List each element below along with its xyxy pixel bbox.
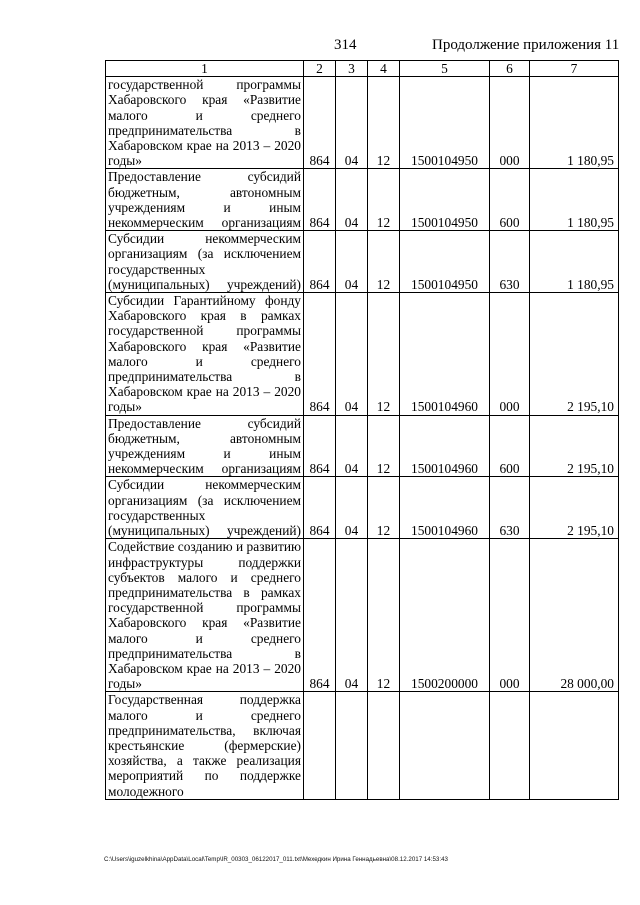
column-numbers-row xyxy=(106,61,619,77)
subsection-code: 12 xyxy=(368,293,400,416)
ministry-code: 864 xyxy=(304,415,336,477)
expense-type-code: 630 xyxy=(490,231,530,293)
amount-value: 1 180,95 xyxy=(530,231,619,293)
table-row xyxy=(106,77,619,169)
row-description: Государственная поддержка малого и среднего предпринимательства, включая крестьянские (фермерские) хозяйства, а также реализация мероприятий по поддержке молодежного xyxy=(106,692,304,799)
column-header: 3 xyxy=(336,61,368,77)
target-article-code: 1500104960 xyxy=(400,415,490,477)
table-row xyxy=(106,539,619,692)
target-article-code: 1500200000 xyxy=(400,539,490,692)
section-code: 04 xyxy=(336,415,368,477)
expense-type-code xyxy=(490,692,530,799)
section-code: 04 xyxy=(336,293,368,416)
amount-value: 2 195,10 xyxy=(530,415,619,477)
table-row xyxy=(106,169,619,231)
amount-value: 28 000,00 xyxy=(530,539,619,692)
budget-table xyxy=(105,60,619,800)
ministry-code: 864 xyxy=(304,539,336,692)
continuation-label: Продолжение приложения 11 xyxy=(432,37,620,53)
expense-type-code: 000 xyxy=(490,77,530,169)
file-path-footer: C:\Users\iguzelkhina\AppData\Local\Temp\IR_00303_06122017_011.txt\Мехедкин Ирина Геннадьевна\08.12.2017 14:53:43 xyxy=(104,856,448,863)
subsection-code: 12 xyxy=(368,169,400,231)
section-code: 04 xyxy=(336,169,368,231)
page-number: 314 xyxy=(334,37,357,53)
expense-type-code: 000 xyxy=(490,293,530,416)
ministry-code: 864 xyxy=(304,477,336,539)
subsection-code xyxy=(368,692,400,799)
ministry-code xyxy=(304,692,336,799)
row-description: государственной программы Хабаровского края «Развитие малого и среднего предпринимательства в Хабаровском крае на 2013 – 2020 годы» xyxy=(106,77,304,169)
ministry-code: 864 xyxy=(304,293,336,416)
target-article-code: 1500104960 xyxy=(400,293,490,416)
amount-value: 2 195,10 xyxy=(530,293,619,416)
table-row xyxy=(106,477,619,539)
expense-type-code: 600 xyxy=(490,169,530,231)
amount-value: 1 180,95 xyxy=(530,77,619,169)
expense-type-code: 630 xyxy=(490,477,530,539)
target-article-code: 1500104950 xyxy=(400,231,490,293)
subsection-code: 12 xyxy=(368,77,400,169)
target-article-code xyxy=(400,692,490,799)
ministry-code: 864 xyxy=(304,231,336,293)
column-header: 2 xyxy=(304,61,336,77)
expense-type-code: 600 xyxy=(490,415,530,477)
column-header: 5 xyxy=(400,61,490,77)
column-header: 6 xyxy=(490,61,530,77)
row-description: Субсидии Гарантийному фонду Хабаровского края в рамках государственной программы Хабаровского края «Развитие малого и среднего предпринимательства в Хабаровском крае на 2013 – 2020 годы» xyxy=(106,293,304,416)
row-description: Содействие созданию и развитию инфраструктуры поддержки субъектов малого и среднего предпринимательства в рамках государственной программы Хабаровского края «Развитие малого и среднего предпринимательства в Хабаровском крае на 2013 – 2020 годы» xyxy=(106,539,304,692)
section-code: 04 xyxy=(336,77,368,169)
section-code: 04 xyxy=(336,231,368,293)
ministry-code: 864 xyxy=(304,77,336,169)
row-description: Предоставление субсидий бюджетным, автономным учреждениям и иным некоммерческим организациям xyxy=(106,169,304,231)
table-row xyxy=(106,293,619,416)
ministry-code: 864 xyxy=(304,169,336,231)
target-article-code: 1500104950 xyxy=(400,169,490,231)
amount-value: 1 180,95 xyxy=(530,169,619,231)
subsection-code: 12 xyxy=(368,231,400,293)
section-code: 04 xyxy=(336,477,368,539)
target-article-code: 1500104950 xyxy=(400,77,490,169)
amount-value: 2 195,10 xyxy=(530,477,619,539)
column-header: 7 xyxy=(530,61,619,77)
amount-value xyxy=(530,692,619,799)
target-article-code: 1500104960 xyxy=(400,477,490,539)
table-row xyxy=(106,692,619,799)
subsection-code: 12 xyxy=(368,477,400,539)
subsection-code: 12 xyxy=(368,539,400,692)
subsection-code: 12 xyxy=(368,415,400,477)
row-description: Субсидии некоммерческим организациям (за исключением государственных (муниципальных) учреждений) xyxy=(106,231,304,293)
section-code xyxy=(336,692,368,799)
row-description: Субсидии некоммерческим организациям (за исключением государственных (муниципальных) учреждений) xyxy=(106,477,304,539)
row-description: Предоставление субсидий бюджетным, автономным учреждениям и иным некоммерческим организациям xyxy=(106,415,304,477)
expense-type-code: 000 xyxy=(490,539,530,692)
table-row xyxy=(106,415,619,477)
column-header: 1 xyxy=(106,61,304,77)
column-header: 4 xyxy=(368,61,400,77)
section-code: 04 xyxy=(336,539,368,692)
table-row xyxy=(106,231,619,293)
